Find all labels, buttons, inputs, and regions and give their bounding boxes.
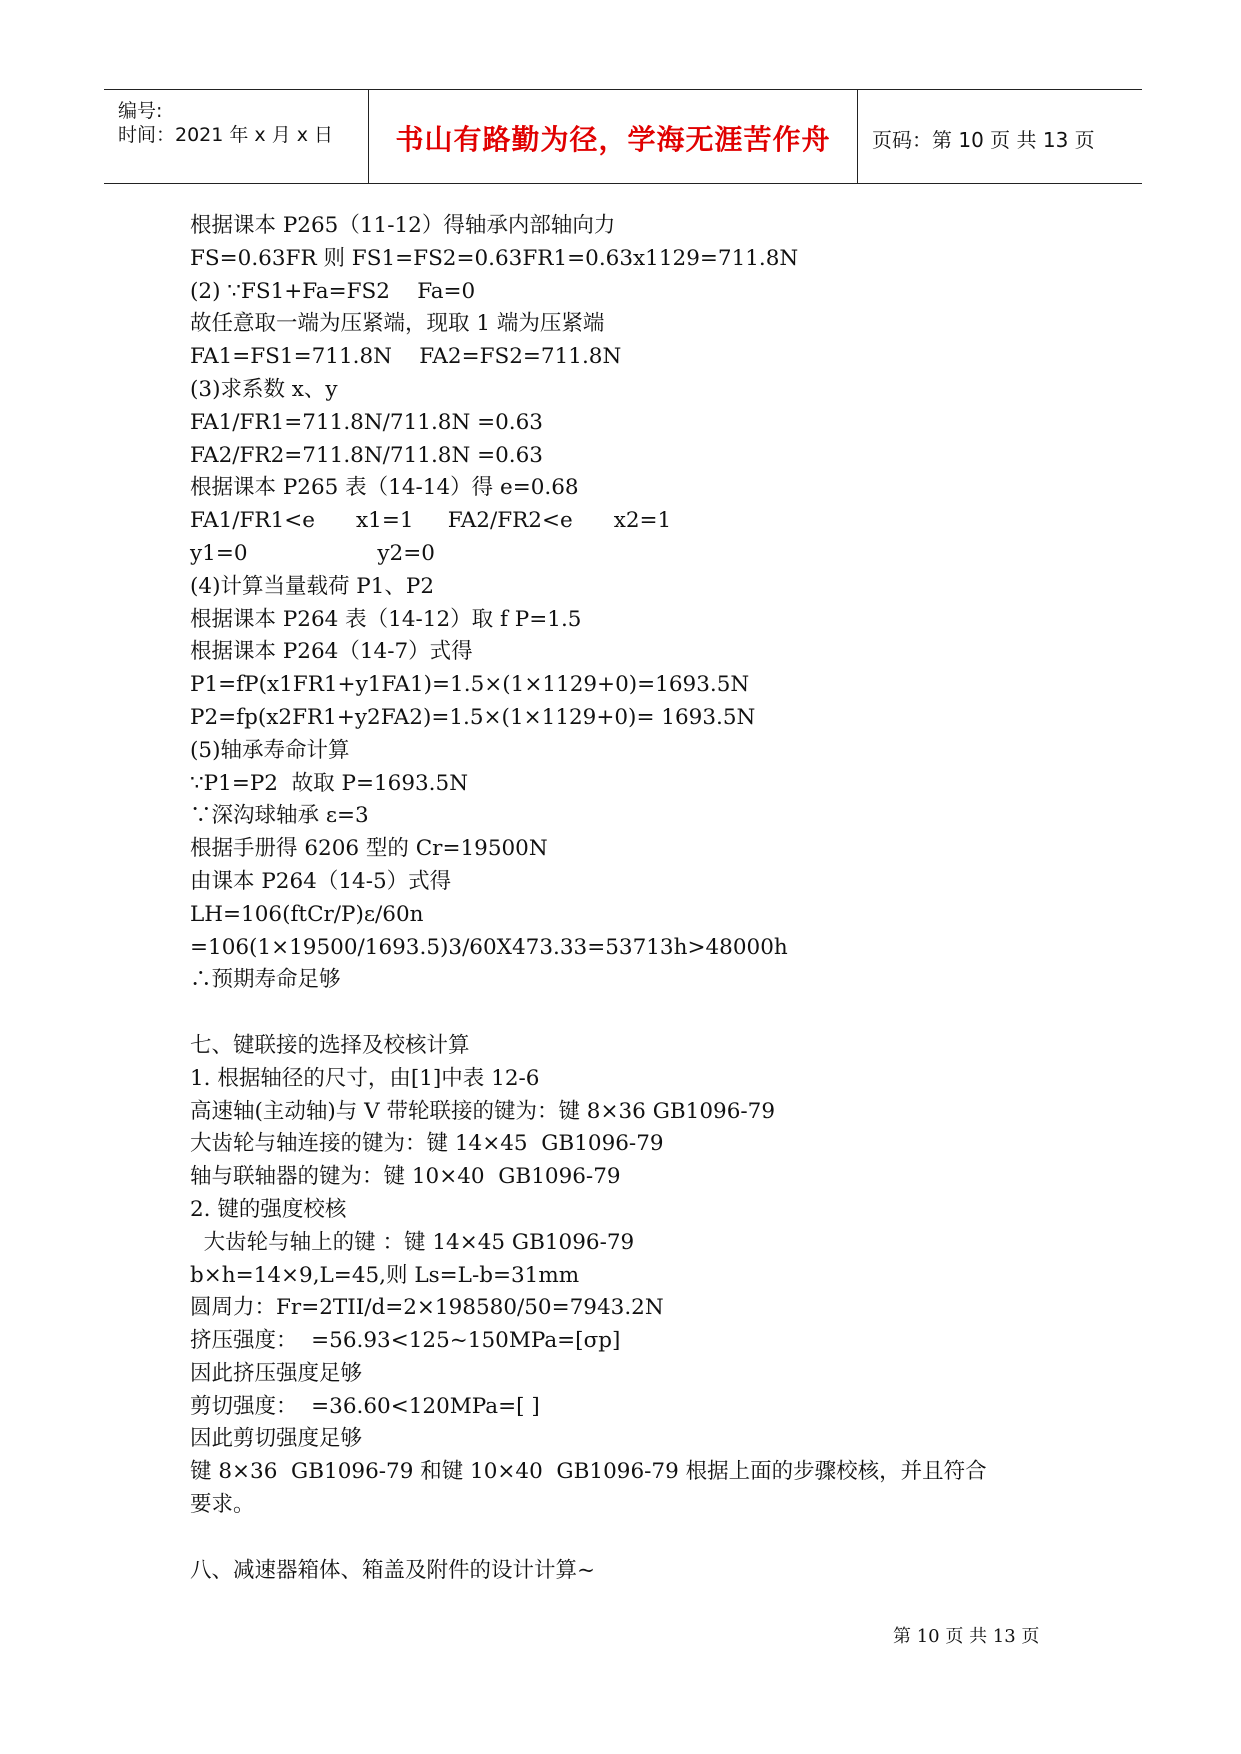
text-line: (3)求系数 x、y [190,376,338,402]
text-line: 挤压强度： =56.93<125~150MPa=[σp] [190,1328,621,1354]
text-line: 根据课本 P265（11-12）得轴承内部轴向力 [190,213,616,238]
text-line: 剪切强度： =36.60<120MPa=[ ] [190,1393,540,1419]
text-line: b×h=14×9,L=45,则 Ls=L-b=31mm [190,1262,580,1288]
blank-line [190,997,1090,1030]
text-line: P1=fP(x1FR1+y1FA1)=1.5×(1×1129+0)=1693.5N [190,672,750,698]
text-line: LH=106(ftCr/P)ε/60n [190,901,424,927]
text-line: ∴预期寿命足够 [190,967,341,993]
text-line: 根据课本 P265 表（14-14）得 e=0.68 [190,475,579,501]
text-line: y1=0 y2=0 [190,540,435,566]
text-line: FA1=FS1=711.8N FA2=FS2=711.8N [190,344,622,370]
document-time-label: 时间：2021 年 x 月 x 日 [118,124,334,146]
text-line: 键 8×36 GB1096-79 和键 10×40 GB1096-79 根据上面的步骤校核，并且符合 [190,1459,987,1485]
header-info-cell [104,90,369,183]
page-code: 页码：第 10 页 共 13 页 [872,128,1095,152]
text-line: 1. 根据轴径的尺寸，由[1]中表 12-6 [190,1065,540,1091]
text-line: 高速轴(主动轴)与 V 带轮联接的键为：键 8×36 GB1096-79 [190,1098,776,1124]
page-footer: 第 10 页 共 13 页 [893,1626,1040,1647]
motto-text: 书山有路勤为径，学海无涯苦作舟 [395,123,831,156]
text-line: ∵深沟球轴承 ε=3 [190,803,369,829]
text-line: 七、键联接的选择及校核计算 [190,1032,470,1058]
document-number-label: 编号: [118,100,163,122]
text-line: FA2/FR2=711.8N/711.8N =0.63 [190,442,543,468]
text-line: 根据课本 P264 表（14-12）取 f P=1.5 [190,606,582,632]
text-line: (2) ∵FS1+Fa=FS2 Fa=0 [190,278,476,304]
text-line: 因此剪切强度足够 [190,1426,363,1452]
text-line: 2. 键的强度校核 [190,1196,347,1222]
header-page-cell [858,90,1142,183]
text-line: FS=0.63FR 则 FS1=FS2=0.63FR1=0.63x1129=711.8N [190,245,799,271]
text-line: FA1/FR1=711.8N/711.8N =0.63 [190,409,543,435]
text-line: 八、减速器箱体、箱盖及附件的设计计算~ [190,1557,596,1583]
text-line: 根据课本 P264（14-7）式得 [190,639,473,665]
text-line: =106(1×19500/1693.5)3/60X473.33=53713h>48000h [190,934,788,960]
document-body [190,210,1090,1587]
text-line: (5)轴承寿命计算 [190,737,350,763]
text-line: (4)计算当量载荷 P1、P2 [190,573,435,599]
text-line: 因此挤压强度足够 [190,1360,363,1386]
header-motto-cell [369,90,858,183]
text-line: 故任意取一端为压紧端，现取 1 端为压紧端 [190,311,605,337]
page-header [104,89,1142,184]
text-line: FA1/FR1<e x1=1 FA2/FR2<e x2=1 [190,508,672,534]
text-line: P2=fp(x2FR1+y2FA2)=1.5×(1×1129+0)= 1693.5N [190,704,756,730]
text-line: ∵P1=P2 故取 P=1693.5N [190,770,469,796]
text-line: 根据手册得 6206 型的 Cr=19500N [190,836,548,862]
text-line: 轴与联轴器的键为：键 10×40 GB1096-79 [190,1164,621,1190]
text-line: 大齿轮与轴上的键 ：键 14×45 GB1096-79 [190,1229,635,1255]
text-line: 要求。 [190,1492,255,1518]
text-line: 圆周力：Fr=2TII/d=2×198580/50=7943.2N [190,1295,664,1321]
blank-line [190,1522,1090,1555]
text-line: 由课本 P264（14-5）式得 [190,868,452,894]
text-line: 大齿轮与轴连接的键为：键 14×45 GB1096-79 [190,1131,664,1157]
